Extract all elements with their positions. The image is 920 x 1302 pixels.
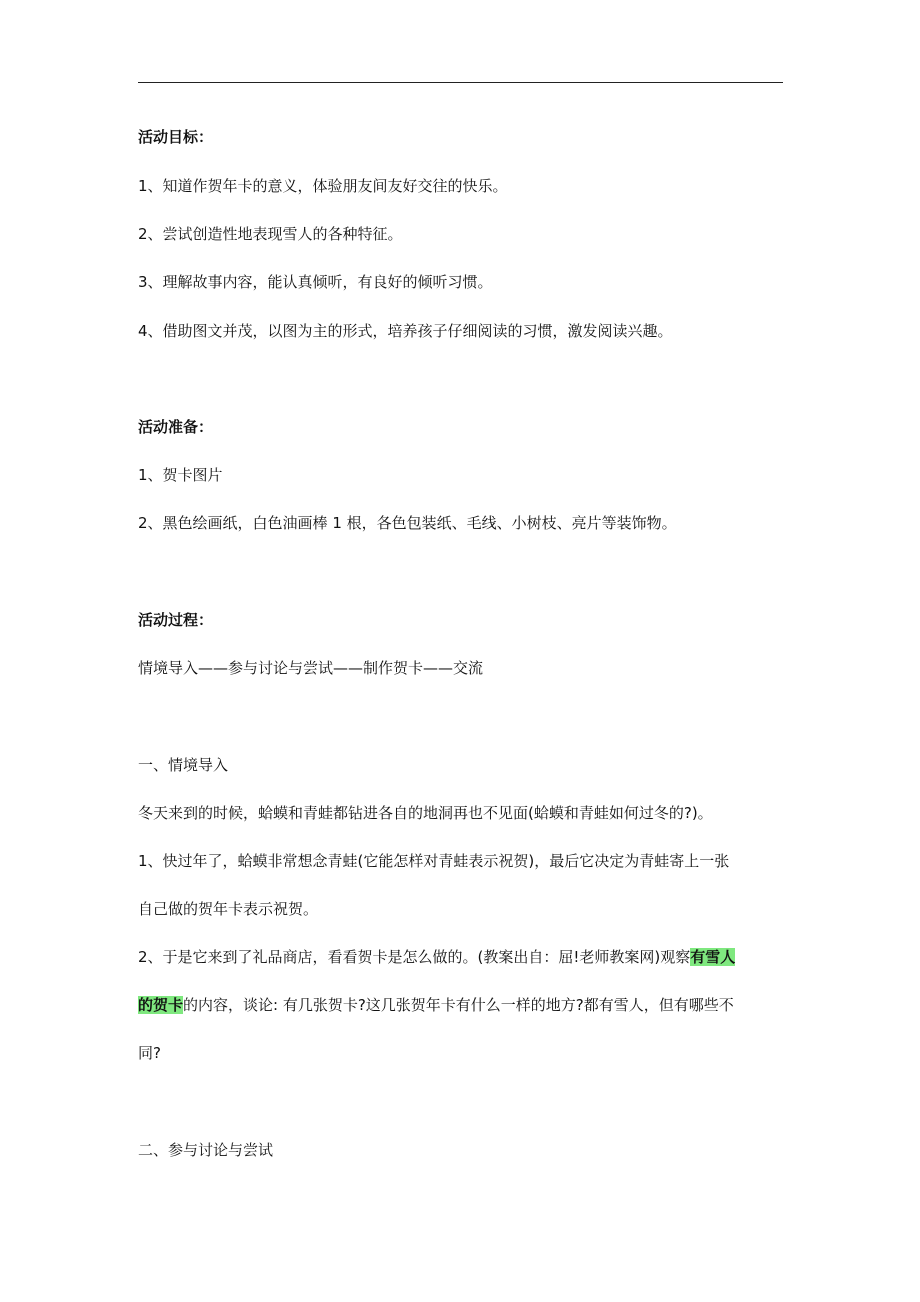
prep-item-1: 1、贺卡图片 (138, 466, 223, 484)
process-heading: 活动过程： (138, 611, 214, 629)
header-rule (138, 82, 783, 83)
prep-item-2: 2、黑色绘画纸，白色油画棒 1 根，各色包装纸、毛线、小树枝、亮片等装饰物。 (138, 514, 677, 532)
section2-title: 二、参与讨论与尝试 (138, 1141, 274, 1159)
section1-item1-line2: 自己做的贺年卡表示祝贺。 (138, 900, 319, 918)
item2-text: 2、于是它来到了礼品商店，看看贺卡是怎么做的。(教案出自：屈!老师教案网)观察 (138, 948, 691, 966)
process-flow: 情境导入——参与讨论与尝试——制作贺卡——交流 (138, 659, 484, 677)
highlighted-text: 的贺卡 (138, 996, 184, 1014)
goals-heading: 活动目标： (138, 128, 214, 146)
goal-item-3: 3、理解故事内容，能认真倾听，有良好的倾听习惯。 (138, 273, 493, 291)
goal-item-1: 1、知道作贺年卡的意义，体验朋友间友好交往的快乐。 (138, 177, 508, 195)
section1-intro: 冬天来到的时候，蛤蟆和青蛙都钻进各自的地洞再也不见面(蛤蟆和青蛙如何过冬的?)。 (138, 804, 713, 822)
section1-item1-line1: 1、快过年了，蛤蟆非常想念青蛙(它能怎样对青蛙表示祝贺)，最后它决定为青蛙寄上一张 (138, 852, 730, 870)
goal-item-4: 4、借助图文并茂，以图为主的形式，培养孩子仔细阅读的习惯，激发阅读兴趣。 (138, 322, 673, 340)
goal-item-2: 2、尝试创造性地表现雪人的各种特征。 (138, 225, 403, 243)
section1-title: 一、情境导入 (138, 756, 229, 774)
item2-text: 的内容，谈论: 有几张贺卡?这几张贺年卡有什么一样的地方?都有雪人，但有哪些不 (183, 996, 734, 1014)
section1-item2-line3: 同? (138, 1044, 161, 1062)
highlighted-text: 有雪人 (690, 948, 736, 966)
section1-item2-line2 (138, 995, 734, 1015)
section1-item2-line1 (138, 947, 735, 967)
prep-heading: 活动准备： (138, 418, 214, 436)
